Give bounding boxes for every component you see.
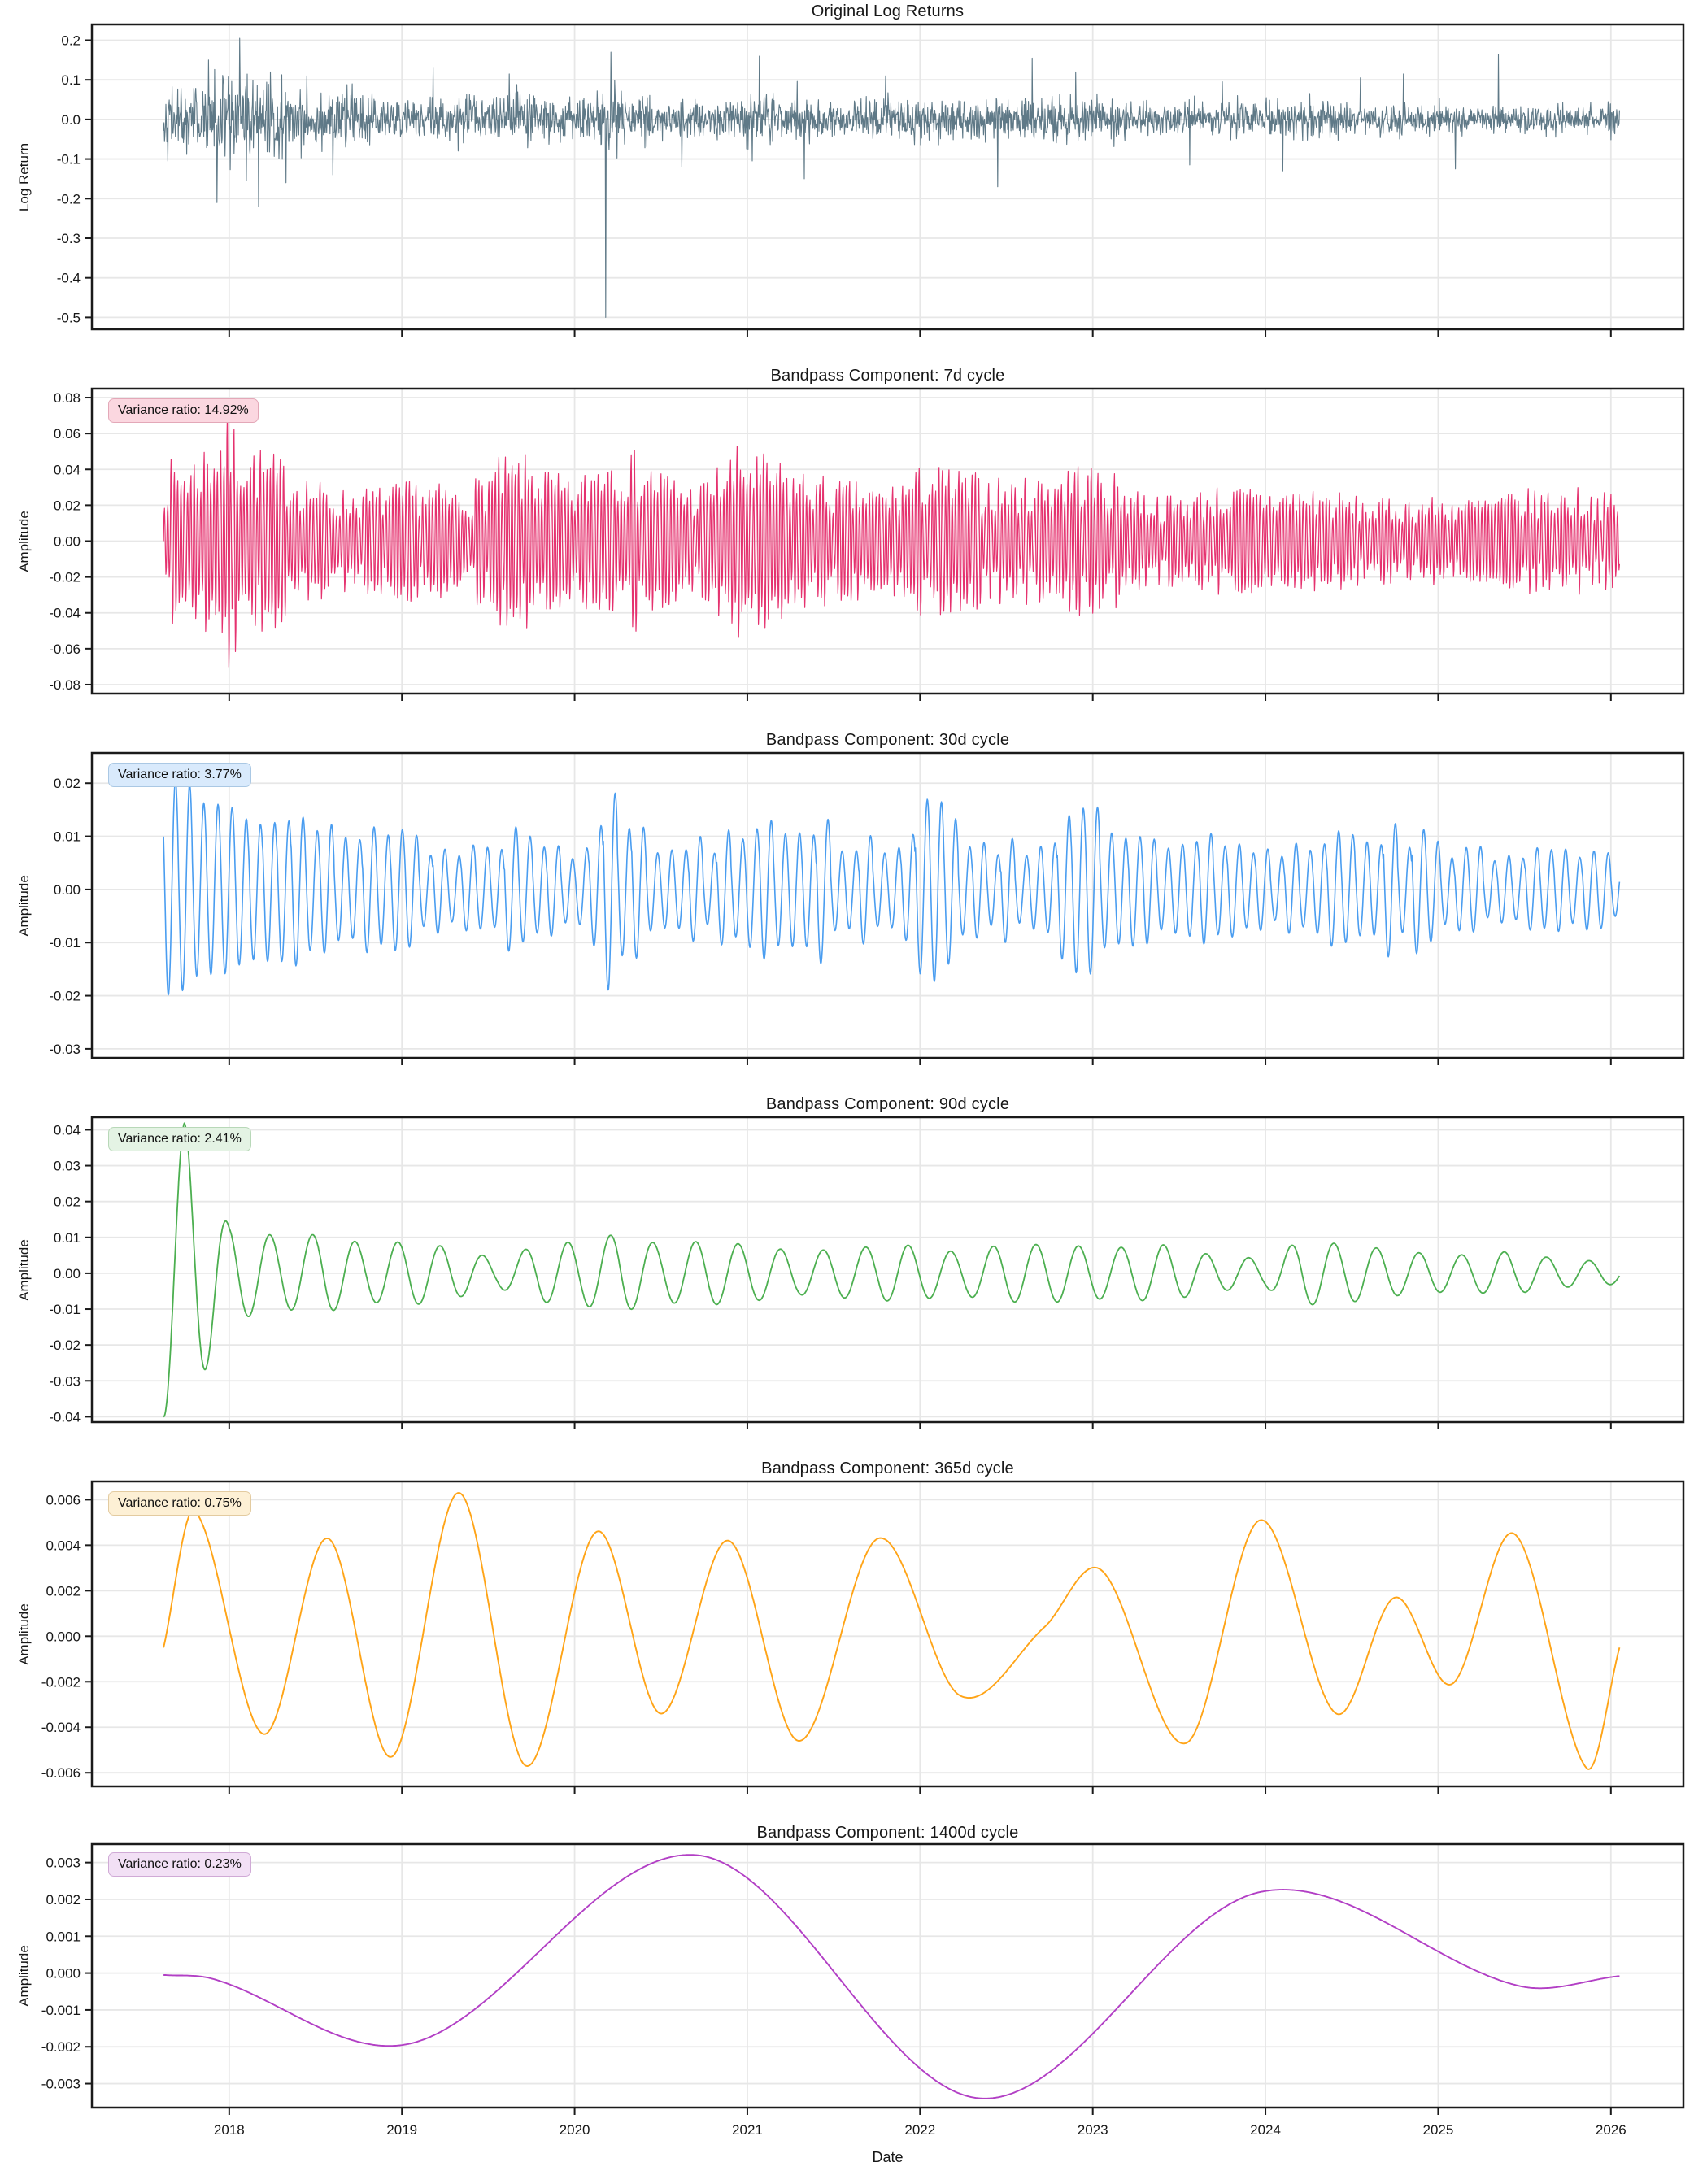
svg-text:0.1: 0.1 <box>61 72 81 89</box>
svg-text:-0.02: -0.02 <box>49 1338 81 1354</box>
svg-text:0.006: 0.006 <box>46 1492 81 1508</box>
plot-area-original <box>0 0 1694 364</box>
svg-text:-0.04: -0.04 <box>49 605 81 621</box>
svg-text:0.003: 0.003 <box>46 1855 81 1871</box>
svg-text:0.0: 0.0 <box>61 111 81 128</box>
panel-bandpass-7d <box>0 364 1694 729</box>
svg-text:2019: 2019 <box>386 2122 418 2138</box>
svg-text:-0.002: -0.002 <box>41 2039 81 2056</box>
svg-text:0.002: 0.002 <box>46 1583 81 1599</box>
svg-text:-0.006: -0.006 <box>41 1765 81 1782</box>
svg-text:-0.4: -0.4 <box>56 270 81 286</box>
svg-text:0.002: 0.002 <box>46 1891 81 1908</box>
svg-text:0.03: 0.03 <box>53 1158 81 1174</box>
svg-text:0.000: 0.000 <box>46 1965 81 1982</box>
svg-text:-0.2: -0.2 <box>56 191 81 207</box>
svg-text:-0.004: -0.004 <box>41 1720 81 1736</box>
svg-text:-0.002: -0.002 <box>41 1674 81 1690</box>
svg-text:2023: 2023 <box>1077 2122 1108 2138</box>
variance-ratio-annotation: Variance ratio: 14.92% <box>108 398 259 423</box>
plot-area-365d <box>0 1457 1694 1821</box>
svg-text:2025: 2025 <box>1422 2122 1454 2138</box>
svg-text:0.04: 0.04 <box>53 1122 81 1138</box>
panel-title: Bandpass Component: 1400d cycle <box>756 1824 1019 1842</box>
svg-text:-0.08: -0.08 <box>49 677 81 693</box>
svg-text:0.04: 0.04 <box>53 462 81 478</box>
svg-text:0.001: 0.001 <box>46 1929 81 1945</box>
variance-ratio-annotation: Variance ratio: 3.77% <box>108 763 251 787</box>
svg-text:0.01: 0.01 <box>53 1229 81 1246</box>
svg-text:-0.03: -0.03 <box>49 1041 81 1057</box>
svg-text:0.2: 0.2 <box>61 33 81 49</box>
y-axis-label: Amplitude <box>16 1603 32 1665</box>
panel-bandpass-1400d <box>0 1821 1694 2184</box>
svg-text:-0.01: -0.01 <box>49 935 81 951</box>
svg-text:2018: 2018 <box>213 2122 245 2138</box>
svg-text:-0.04: -0.04 <box>49 1409 81 1425</box>
svg-text:-0.02: -0.02 <box>49 988 81 1004</box>
y-axis-label: Amplitude <box>16 1945 32 2007</box>
variance-ratio-annotation: Variance ratio: 0.23% <box>108 1852 251 1877</box>
panel-title: Bandpass Component: 90d cycle <box>765 1095 1010 1113</box>
y-axis-label: Log Return <box>16 142 32 212</box>
svg-text:0.02: 0.02 <box>53 498 81 514</box>
svg-text:-0.1: -0.1 <box>56 151 81 167</box>
svg-text:-0.06: -0.06 <box>49 641 81 657</box>
y-axis-label: Amplitude <box>16 875 32 937</box>
plot-area-90d <box>0 1093 1694 1457</box>
panel-title: Bandpass Component: 7d cycle <box>770 367 1005 385</box>
svg-text:-0.001: -0.001 <box>41 2002 81 2018</box>
panel-title: Original Log Returns <box>811 2 965 20</box>
variance-ratio-annotation: Variance ratio: 2.41% <box>108 1127 251 1151</box>
x-axis-label: Date <box>872 2149 904 2165</box>
svg-text:0.02: 0.02 <box>53 776 81 792</box>
panel-title: Bandpass Component: 365d cycle <box>761 1460 1014 1477</box>
svg-text:0.08: 0.08 <box>53 390 81 407</box>
variance-ratio-annotation: Variance ratio: 0.75% <box>108 1491 251 1516</box>
panel-bandpass-365d <box>0 1457 1694 1821</box>
svg-text:2021: 2021 <box>732 2122 763 2138</box>
y-axis-label: Amplitude <box>16 511 32 572</box>
svg-text:0.004: 0.004 <box>46 1538 81 1554</box>
svg-text:0.02: 0.02 <box>53 1194 81 1210</box>
svg-text:2022: 2022 <box>904 2122 936 2138</box>
panel-bandpass-30d <box>0 729 1694 1093</box>
svg-text:-0.02: -0.02 <box>49 569 81 585</box>
svg-text:0.00: 0.00 <box>53 881 81 898</box>
plot-area-1400d <box>0 1821 1694 2184</box>
svg-text:0.00: 0.00 <box>53 1265 81 1281</box>
panel-original-log-returns <box>0 0 1694 364</box>
svg-text:0.000: 0.000 <box>46 1629 81 1645</box>
svg-text:-0.01: -0.01 <box>49 1302 81 1318</box>
svg-text:0.06: 0.06 <box>53 426 81 442</box>
svg-text:0.01: 0.01 <box>53 829 81 845</box>
svg-text:2026: 2026 <box>1595 2122 1627 2138</box>
svg-text:2024: 2024 <box>1250 2122 1281 2138</box>
svg-text:-0.5: -0.5 <box>56 310 81 326</box>
plot-area-30d <box>0 729 1694 1093</box>
svg-text:2020: 2020 <box>559 2122 590 2138</box>
panel-bandpass-90d <box>0 1093 1694 1457</box>
panel-title: Bandpass Component: 30d cycle <box>765 731 1010 749</box>
svg-text:0.00: 0.00 <box>53 533 81 550</box>
svg-text:-0.3: -0.3 <box>56 230 81 246</box>
svg-text:-0.03: -0.03 <box>49 1373 81 1390</box>
y-axis-label: Amplitude <box>16 1239 32 1301</box>
svg-text:-0.003: -0.003 <box>41 2076 81 2092</box>
